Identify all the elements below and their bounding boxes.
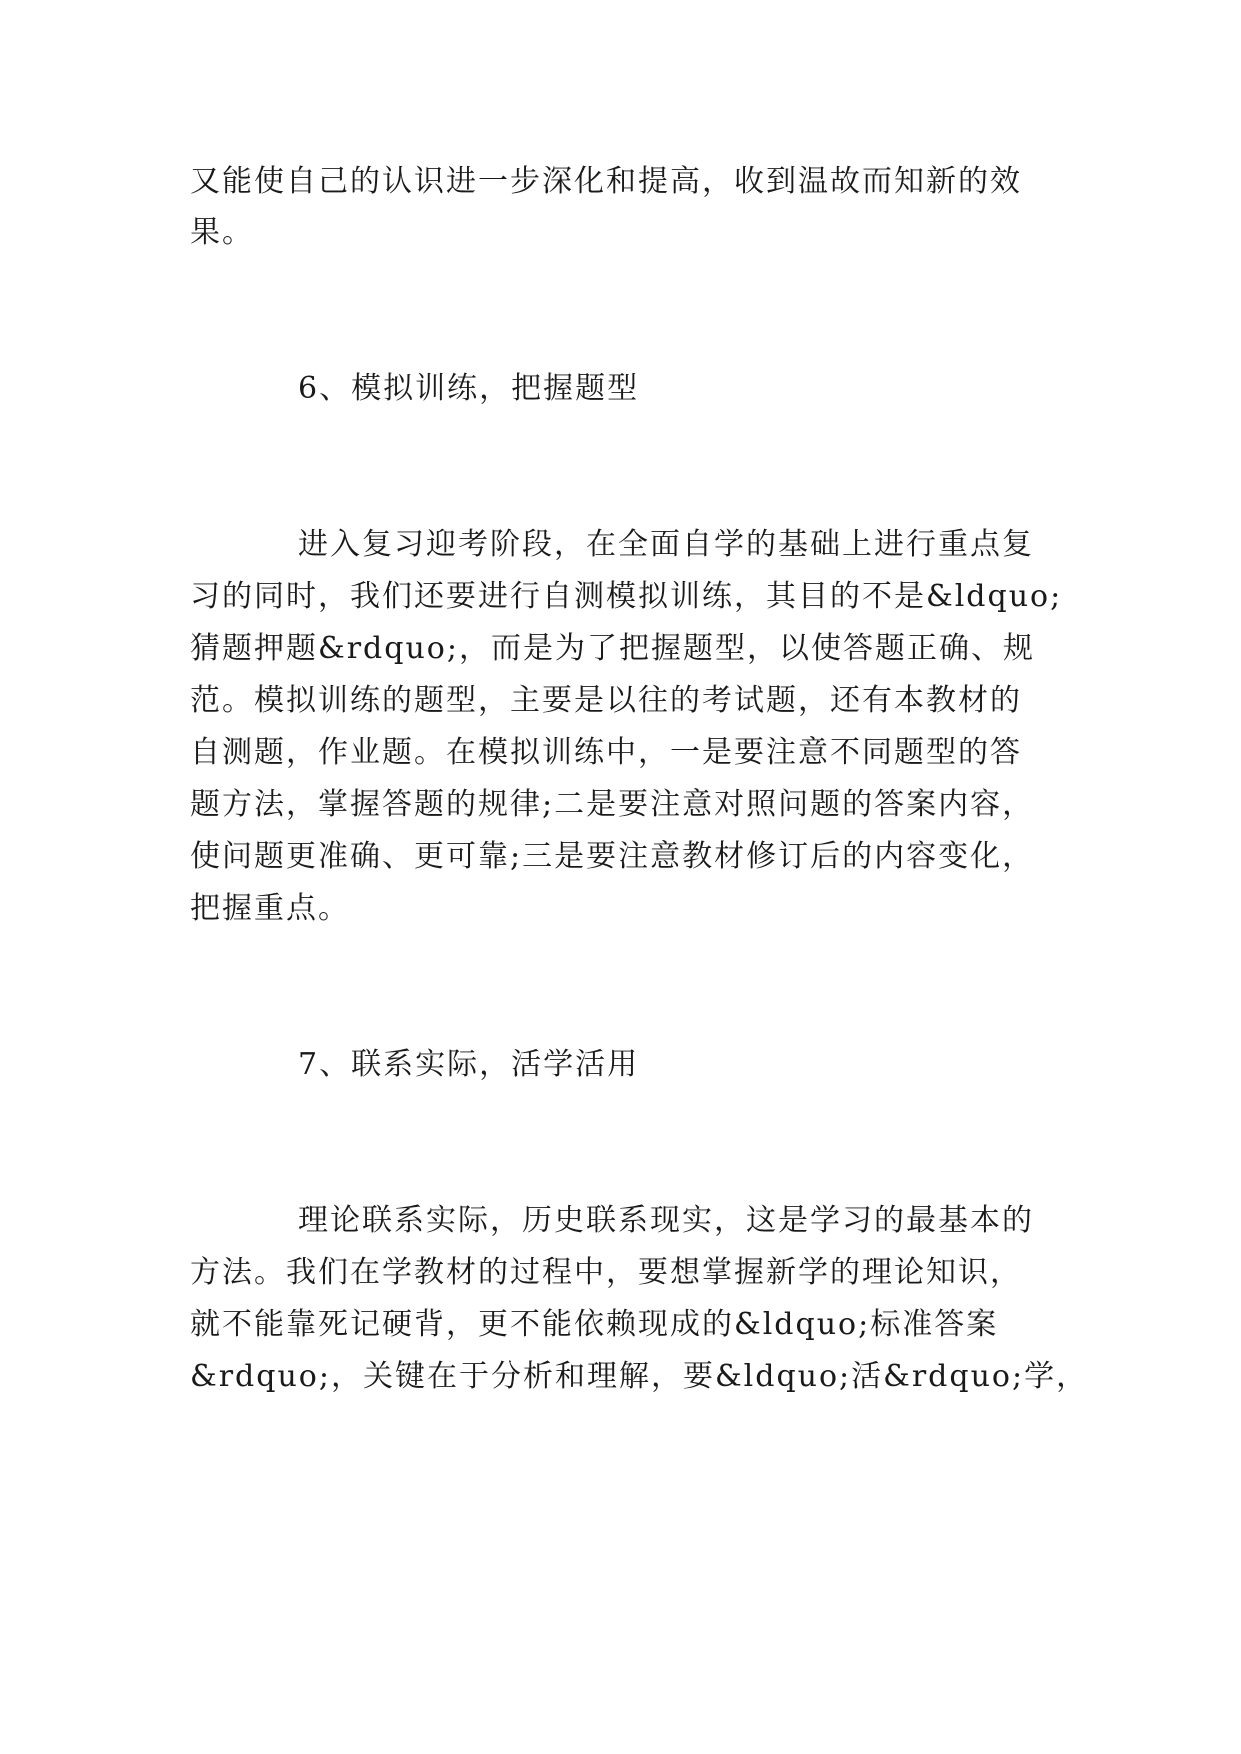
section-heading-6: 6、模拟训练，把握题型 (298, 371, 640, 406)
paragraph-line: 进入复习迎考阶段，在全面自学的基础上进行重点复 (298, 527, 1034, 562)
paragraph-line: 猜题押题&rdquo;，而是为了把握题型，以使答题正确、规 (190, 631, 1035, 666)
paragraph-line: 把握重点。 (190, 891, 350, 926)
paragraph-line: 果。 (190, 215, 254, 250)
paragraph-line: 方法。我们在学教材的过程中，要想掌握新学的理论知识， (190, 1255, 1022, 1290)
paragraph-line: 自测题，作业题。在模拟训练中，一是要注意不同题型的答 (190, 735, 1022, 770)
paragraph-line: 就不能靠死记硬背，更不能依赖现成的&ldquo;标准答案 (190, 1307, 999, 1342)
paragraph-line: 题方法，掌握答题的规律;二是要注意对照问题的答案内容， (190, 787, 1035, 822)
section-heading-7: 7、联系实际，活学活用 (298, 1047, 640, 1082)
paragraph-line: 范。模拟训练的题型，主要是以往的考试题，还有本教材的 (190, 683, 1022, 718)
paragraph-line: 使问题更准确、更可靠;三是要注意教材修订后的内容变化， (190, 839, 1035, 874)
paragraph-line: 习的同时，我们还要进行自测模拟训练，其目的不是&ldquo; (190, 579, 1063, 614)
paragraph-line: &rdquo;，关键在于分析和理解，要&ldquo;活&rdquo;学， (190, 1359, 1089, 1394)
paragraph-line: 理论联系实际，历史联系现实，这是学习的最基本的 (298, 1203, 1034, 1238)
paragraph-line: 又能使自己的认识进一步深化和提高，收到温故而知新的效 (190, 164, 1022, 199)
